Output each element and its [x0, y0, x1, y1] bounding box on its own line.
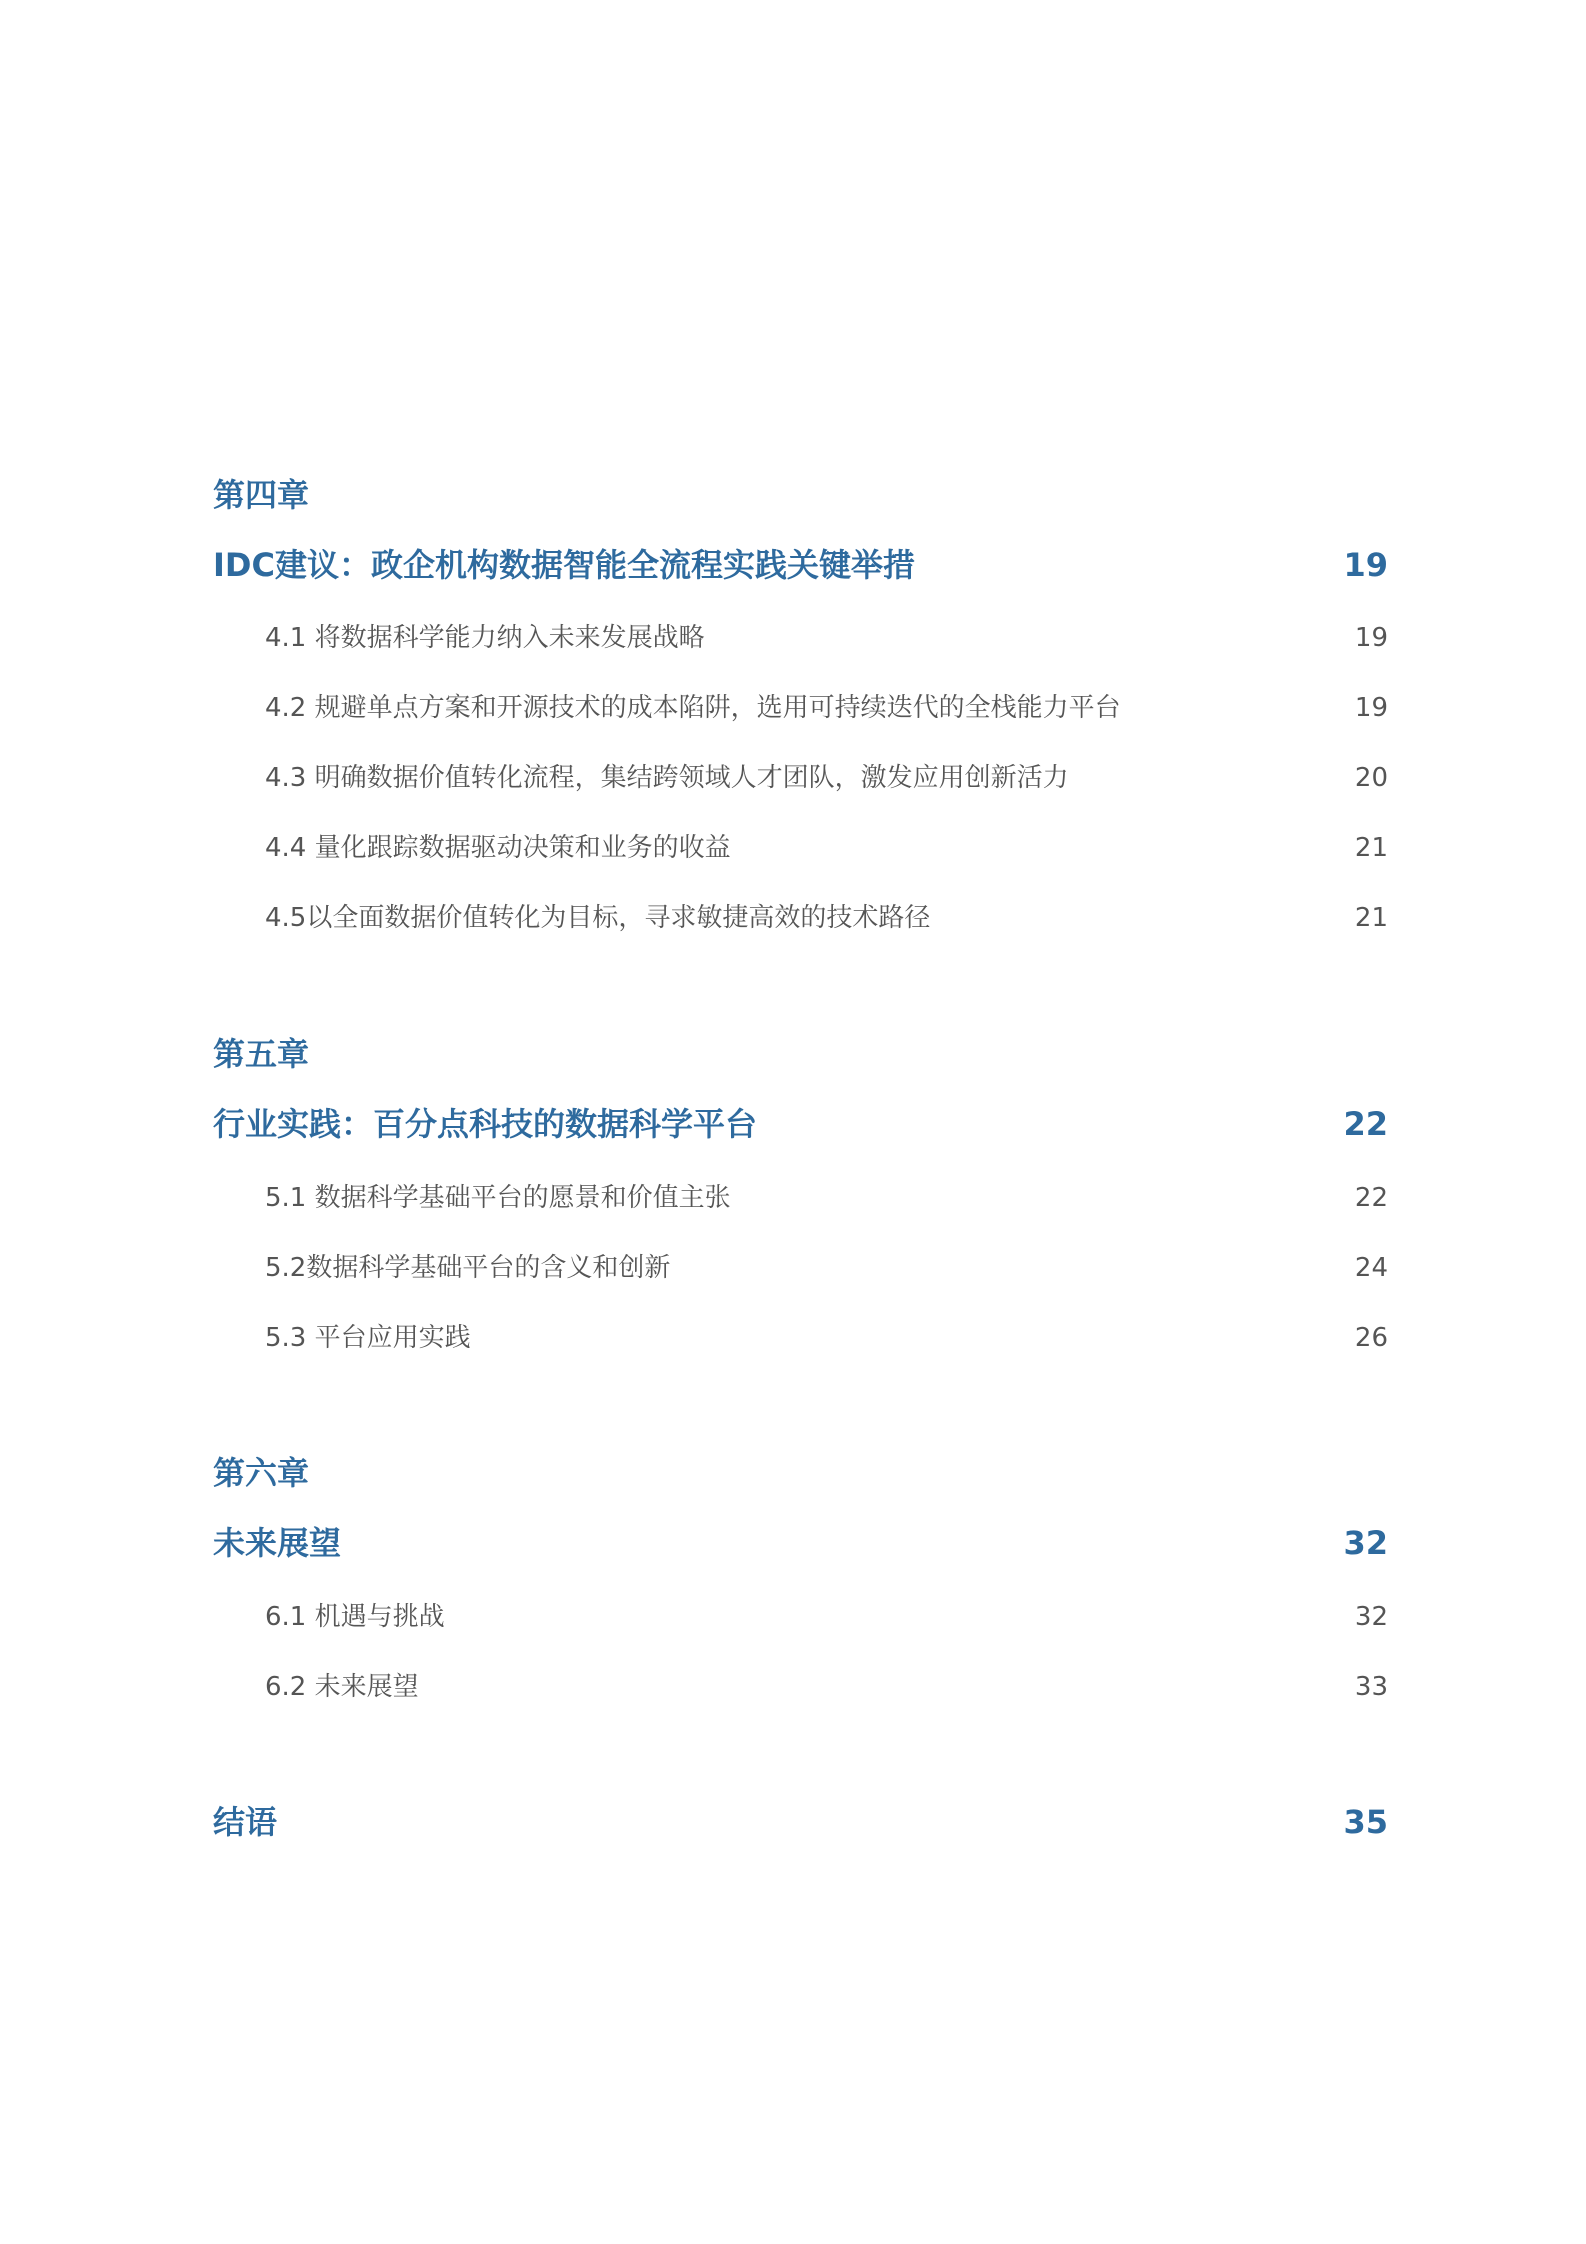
toc-entry-page: 21 [1354, 833, 1388, 863]
toc-entry-page: 20 [1354, 763, 1388, 793]
toc-entry-title: 4.4 量化跟踪数据驱动决策和业务的收益 [265, 833, 731, 863]
toc-entry-5-2[interactable] [265, 1250, 1388, 1286]
toc-entry-page: 21 [1354, 903, 1388, 933]
chapter-5-label: 第五章 [213, 1035, 310, 1073]
toc-entry-title: 5.3 平台应用实践 [265, 1323, 471, 1353]
chapter-6-row[interactable] [213, 1521, 1388, 1565]
chapter-6-label: 第六章 [213, 1454, 310, 1492]
toc-entry-5-3[interactable] [265, 1320, 1388, 1356]
toc-entry-4-1[interactable] [265, 620, 1388, 656]
toc-entry-page: 19 [1354, 693, 1388, 723]
toc-entry-title: 4.2 规避单点方案和开源技术的成本陷阱，选用可持续迭代的全栈能力平台 [265, 693, 1121, 723]
toc-entry-title: 4.5以全面数据价值转化为目标，寻求敏捷高效的技术路径 [265, 903, 931, 933]
toc-entry-title: 5.2数据科学基础平台的含义和创新 [265, 1253, 671, 1283]
toc-entry-6-2[interactable] [265, 1669, 1388, 1705]
toc-entry-page: 26 [1354, 1323, 1388, 1353]
toc-entry-4-5[interactable] [265, 900, 1388, 936]
toc-entry-title: 5.1 数据科学基础平台的愿景和价值主张 [265, 1183, 731, 1213]
toc-entry-title: 6.1 机遇与挑战 [265, 1602, 445, 1632]
toc-entry-page: 32 [1354, 1602, 1388, 1632]
toc-entry-title: 6.2 未来展望 [265, 1672, 419, 1702]
chapter-4-title: IDC建议：政企机构数据智能全流程实践关键举措 [213, 546, 915, 584]
chapter-5-page: 22 [1343, 1105, 1388, 1143]
table-of-contents [213, 0, 1388, 2244]
chapter-6-title: 未来展望 [213, 1524, 342, 1562]
chapter-6-page: 32 [1343, 1524, 1388, 1562]
chapter-5-title: 行业实践：百分点科技的数据科学平台 [213, 1105, 758, 1143]
toc-entry-title: 4.3 明确数据价值转化流程，集结跨领域人才团队，激发应用创新活力 [265, 763, 1069, 793]
toc-entry-4-2[interactable] [265, 690, 1388, 726]
toc-entry-5-1[interactable] [265, 1180, 1388, 1216]
toc-entry-6-1[interactable] [265, 1599, 1388, 1635]
conclusion-page: 35 [1343, 1803, 1388, 1841]
toc-entry-page: 19 [1354, 623, 1388, 653]
conclusion-title: 结语 [213, 1803, 278, 1841]
chapter-5-row[interactable] [213, 1102, 1388, 1146]
toc-entry-page: 33 [1354, 1672, 1388, 1702]
chapter-4-page: 19 [1343, 546, 1388, 584]
conclusion-row[interactable] [213, 1800, 1388, 1844]
toc-entry-4-3[interactable] [265, 760, 1388, 796]
toc-entry-4-4[interactable] [265, 830, 1388, 866]
toc-entry-page: 22 [1354, 1183, 1388, 1213]
chapter-4-label: 第四章 [213, 476, 310, 514]
chapter-4-row[interactable] [213, 543, 1388, 587]
toc-entry-title: 4.1 将数据科学能力纳入未来发展战略 [265, 623, 705, 653]
toc-entry-page: 24 [1354, 1253, 1388, 1283]
